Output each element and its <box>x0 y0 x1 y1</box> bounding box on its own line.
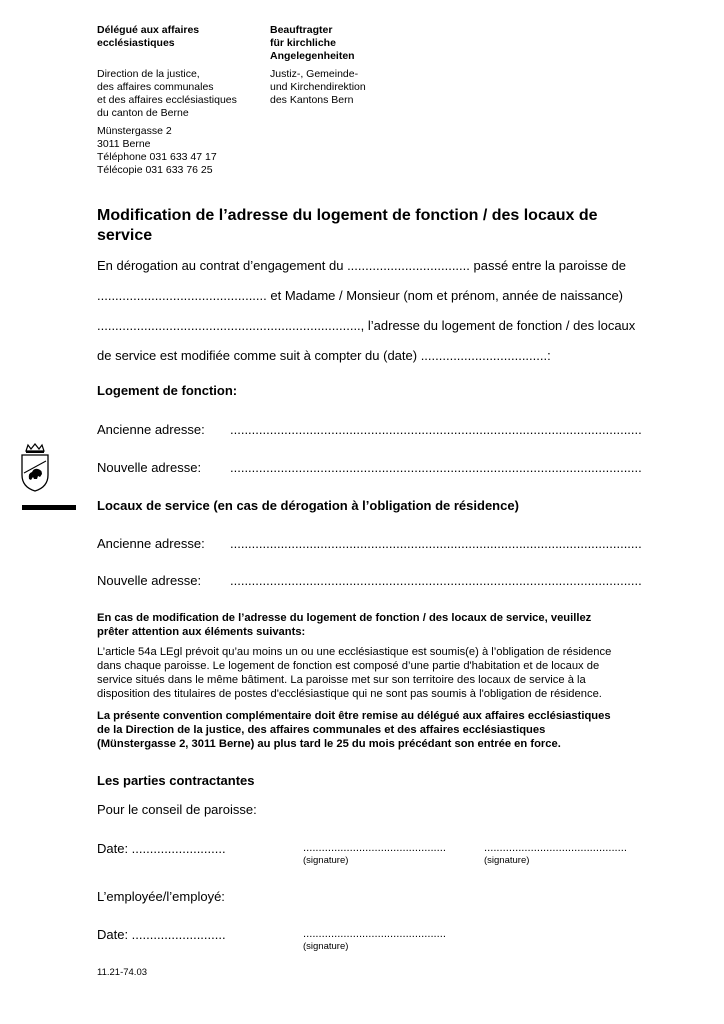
council-signature-1-caption: (signature) <box>303 855 349 866</box>
council-signature-2-caption: (signature) <box>484 855 530 866</box>
locaux-old-address-field[interactable]: .................................................................................................................. <box>230 536 642 551</box>
address-street: Münstergasse 2 <box>97 125 172 137</box>
council-label: Pour le conseil de paroisse: <box>97 802 257 817</box>
locaux-new-address-field[interactable]: .................................................................................................................. <box>230 573 642 588</box>
contact-block <box>97 125 217 177</box>
logement-old-address-label: Ancienne adresse: <box>97 422 205 437</box>
employee-signature-field[interactable]: .............................................. <box>303 928 446 940</box>
council-date-field[interactable]: Date: .......................... <box>97 841 226 856</box>
page-title: Modification de l’adresse du logement de fonction / des locaux de service <box>97 207 598 244</box>
intro-line-1: En dérogation au contrat d’engagement du .................................. passé entre la paroisse de <box>97 258 626 273</box>
section-heading-logement: Logement de fonction: <box>97 383 238 398</box>
logement-new-address-label: Nouvelle adresse: <box>97 460 202 475</box>
de-direction: Justiz-, Gemeinde- und Kirchendirektion des Kantons Bern <box>270 68 366 106</box>
notice-body: L’article 54a LEgl prévoit qu’au moins un ou une ecclésiastique est soumis(e) à l’obligation de résidence dans chaque paroisse. Le logement de fonction est composé d’une partie d'habitation et de locaux de service situés dans le même bâtiment. La paroisse met sur son territoire des locaux de service à la disposition des titulaires de postes d'ecclésiastique qui ne sont pas soumis à l'obligation de résidence. <box>97 646 612 700</box>
fax-number: Télécopie 031 633 76 25 <box>97 164 213 176</box>
logement-new-address-field[interactable]: .................................................................................................................. <box>230 460 642 475</box>
fr-org-name: Délégué aux affaires ecclésiastiques <box>97 24 200 49</box>
council-signature-1-field[interactable]: .............................................. <box>303 842 446 854</box>
intro-line-4: de service est modifiée comme suit à compter du (date) ...................................: <box>97 348 551 363</box>
employee-label: L’employée/l’employé: <box>97 889 225 904</box>
bern-coat-of-arms-icon <box>20 443 50 498</box>
employee-date-field[interactable]: Date: .......................... <box>97 927 226 942</box>
locaux-new-address-label: Nouvelle adresse: <box>97 573 202 588</box>
brand-bar <box>22 505 76 510</box>
intro-line-3: ........................................................................., l’adresse du logement de fonction / des locaux <box>97 318 636 333</box>
parties-heading: Les parties contractantes <box>97 773 255 788</box>
document-code: 11.21-74.03 <box>97 967 148 978</box>
submission-instructions: La présente convention complémentaire doit être remise au délégué aux affaires ecclésiastiques de la Direction de la justice, des affaires communales et des affaires ecclésiastiques (Münstergasse 2, 3011 Berne) au plus tard le 25 du mois précédant son entrée en force. <box>97 710 611 750</box>
employee-signature-caption: (signature) <box>303 941 349 952</box>
section-heading-locaux: Locaux de service (en cas de dérogation à l’obligation de résidence) <box>97 498 519 513</box>
council-signature-2-field[interactable]: .............................................. <box>484 842 627 854</box>
phone-number: Téléphone 031 633 47 17 <box>97 151 217 163</box>
intro-line-2: ............................................... et Madame / Monsieur (nom et prénom, année de naissance) <box>97 288 623 303</box>
locaux-old-address-label: Ancienne adresse: <box>97 536 205 551</box>
de-org-name: Beauftragter für kirchliche Angelegenheiten <box>270 24 355 62</box>
logement-old-address-field[interactable]: .................................................................................................................. <box>230 422 642 437</box>
notice-heading: En cas de modification de l’adresse du logement de fonction / des locaux de service, veuillez prêter attention aux éléments suivants: <box>97 612 592 638</box>
fr-direction: Direction de la justice, des affaires communales et des affaires ecclésiastiques du canton de Berne <box>97 68 237 119</box>
address-city: 3011 Berne <box>97 138 151 150</box>
